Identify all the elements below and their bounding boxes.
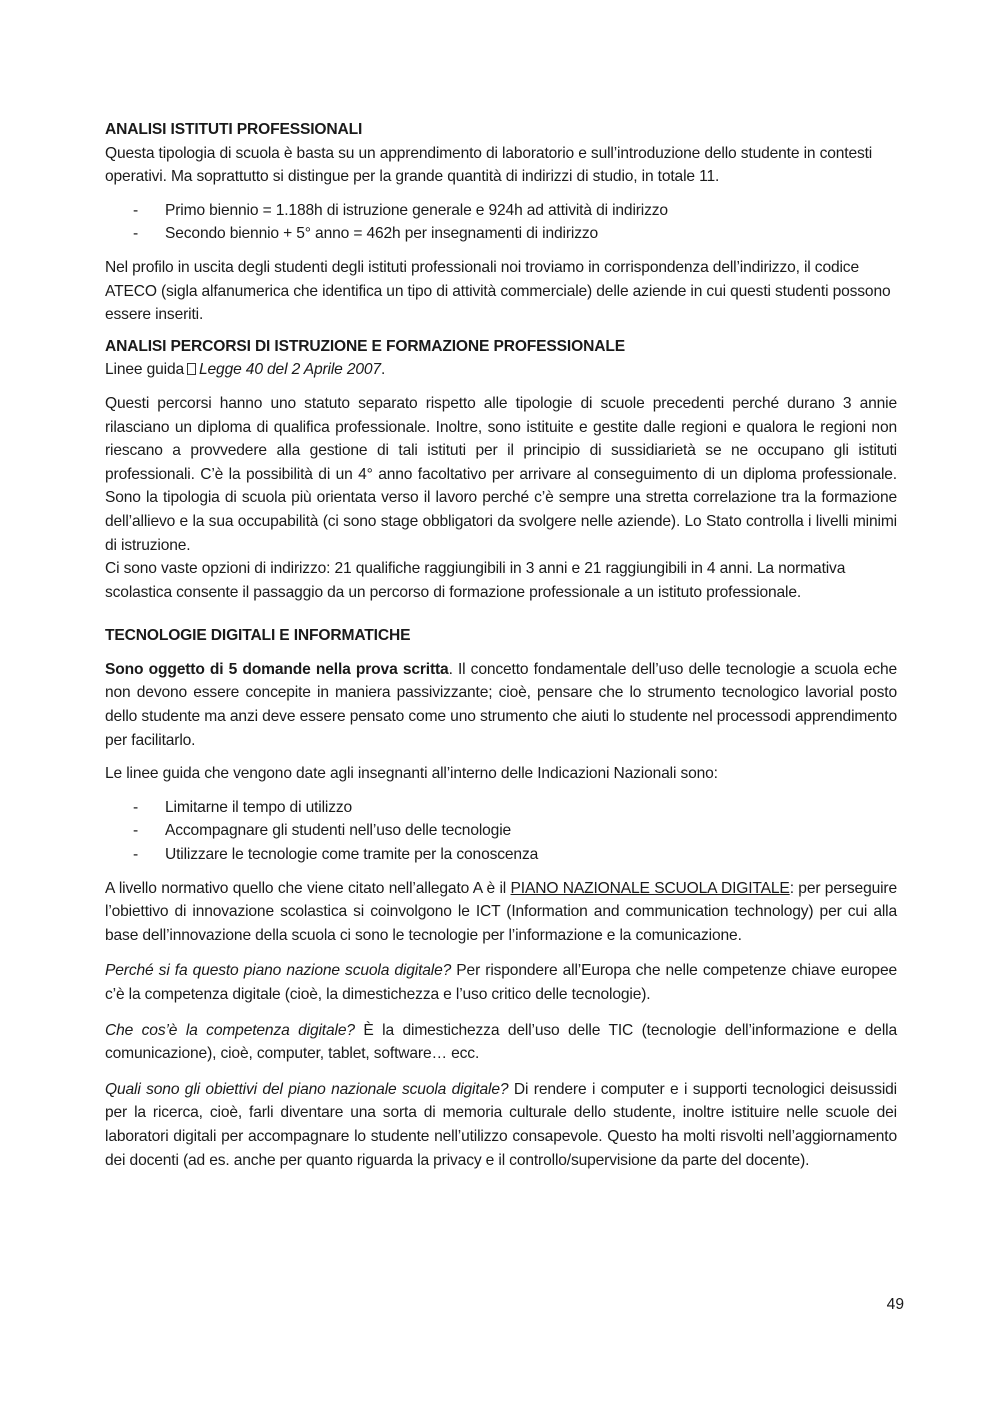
- tecnologie-qa-3: [105, 1078, 897, 1172]
- bullet-dash: -: [133, 822, 139, 840]
- guide-suffix: .: [380, 361, 386, 379]
- section-heading-istituti: ANALISI ISTITUTI PROFESSIONALI: [105, 121, 363, 138]
- question-text: Che cos’è la competenza digitale?: [105, 1021, 355, 1039]
- percorsi-options-paragraph: Ci sono vaste opzioni di indirizzo: 21 qualifiche raggiungibili in 3 anni e 21 raggiungibili in 4 anni. La normativa scolastica consente il passaggio da un percorso di formazione professionale a un istituto professionale.: [105, 560, 846, 601]
- tecnologie-bullet-list: [105, 796, 897, 867]
- norm-rest: : per perseguire l’obiettivo di innovazione scolastica si coinvolgono le ICT (Information and communication technology) per cui alla base dell’innovazione della scuola ci sono le tecnologie per l’informazione e la comunicazione.: [105, 879, 897, 944]
- question-text: Perché si fa questo piano nazione scuola digitale?: [105, 962, 452, 980]
- guide-prefix: Linee guida: [105, 361, 184, 379]
- list-item: [105, 843, 897, 867]
- percorsi-guide-line: [105, 358, 897, 382]
- norm-prefix: A livello normativo quello che viene citato nell’allegato A è il: [105, 879, 511, 897]
- tecnologie-norm-paragraph: [105, 877, 897, 948]
- list-item-text: Utilizzare le tecnologie come tramite per la conoscenza: [165, 846, 539, 864]
- piano-nazionale-link: PIANO NAZIONALE SCUOLA DIGITALE: [510, 879, 790, 897]
- document-page: [105, 118, 897, 1172]
- bullet-dash: -: [133, 846, 139, 864]
- tecnologie-qa-1: [105, 959, 897, 1006]
- guide-law: Legge 40 del 2 Aprile 2007: [199, 361, 381, 379]
- tecnologie-intro-rest: . Il concetto fondamentale dell’uso delle tecnologie a scuola eche non devono essere concepite in maniera passivizzante; cioè, pensare che lo strumento tecnologico lavorial posto dello studente ma anzi deve essere pensato come uno strumento che aiuti lo studente nel processodi apprendimento per facilitarlo.: [105, 660, 898, 749]
- istituti-bullet-list: [105, 199, 897, 246]
- tecnologie-guidelines-intro: Le linee guida che vengono date agli insegnanti all’interno delle Indicazioni Nazionali sono:: [105, 765, 718, 783]
- list-item-text: Primo biennio = 1.188h di istruzione generale e 924h ad attività di indirizzo: [165, 201, 668, 219]
- list-item-text: Limitarne il tempo di utilizzo: [165, 798, 353, 816]
- list-item-text: Accompagnare gli studenti nell’uso delle tecnologie: [165, 822, 512, 840]
- question-text: Quali sono gli obiettivi del piano nazionale scuola digitale?: [105, 1080, 509, 1098]
- bullet-dash: -: [133, 201, 139, 219]
- missing-glyph-icon: [187, 363, 196, 375]
- istituti-profile-paragraph: Nel profilo in uscita degli studenti degli istituti professionali noi troviamo in corrispondenza dell’indirizzo, il codice ATECO (sigla alfanumerica che identifica un tipo di attività commerciale) delle aziende in cui questi studenti possono essere inseriti.: [105, 258, 891, 324]
- page-number: 49: [886, 1296, 904, 1313]
- tecnologie-qa-2: [105, 1019, 897, 1066]
- bullet-dash: -: [133, 798, 139, 816]
- tecnologie-intro-bold: Sono oggetto di 5 domande nella prova scritta: [105, 660, 449, 678]
- list-item-text: Secondo biennio + 5° anno = 462h per insegnamenti di indirizzo: [165, 225, 599, 243]
- list-item: [105, 819, 897, 843]
- answer-text: È la dimestichezza dell’uso delle TIC (tecnologie dell’informazione e della comunicazione), cioè, computer, tablet, software… ecc.: [105, 1021, 897, 1063]
- list-item: [105, 796, 897, 820]
- section-heading-percorsi: ANALISI PERCORSI DI ISTRUZIONE E FORMAZIONE PROFESSIONALE: [105, 337, 625, 355]
- list-item: [105, 222, 897, 246]
- percorsi-body-paragraph: Questi percorsi hanno uno statuto separato rispetto alle tipologie di scuole precedenti perché durano 3 annie rilasciano un diploma di qualifica professionale. Inoltre, sono istituite e gestite dalle regioni e qualora le regioni non riescano a provvedere alla gestione di tali istituti per il principio di sussidiarietà se ne occupano gli istituti professionali. C’è la possibilità di un 4° anno facoltativo per arrivare al conseguimento di un diploma professionale. Sono la tipologia di scuola più orientata verso il lavoro perché c’è sempre una stretta correlazione tra la formazione dell’allievo e la sua occupabilità (ci sono stage obbligatori da svolgere nelle aziende). Lo Stato controlla i livelli minimi di istruzione.: [105, 394, 897, 554]
- istituti-intro: Questa tipologia di scuola è basta su un apprendimento di laboratorio e sull’introduzione dello studente in contesti operativi. Ma soprattutto si distingue per la grande quantità di indirizzi di studio, in totale 11.: [105, 144, 873, 186]
- list-item: [105, 199, 897, 223]
- answer-text: Per rispondere all’Europa che nelle competenze chiave europee c’è la competenza digitale (cioè, la dimestichezza e l’uso critico delle tecnologie).: [105, 962, 897, 1003]
- bullet-dash: -: [133, 225, 139, 243]
- tecnologie-intro-paragraph: [105, 658, 897, 752]
- answer-text: Di rendere i computer e i supporti tecnologici deisussidi per la ricerca, cioè, farli diventare una sorta di memoria culturale dello studente, inoltre istituire nelle scuole dei laboratori digitali per accompagnare lo studente nell’utilizzo consapevole. Questo ha molti risvolti nell’aggiornamento dei docenti (ad es. anche per quanto riguarda la privacy e il controllo/supervisione da parte del docente).: [105, 1080, 897, 1169]
- section-heading-tecnologie: TECNOLOGIE DIGITALI E INFORMATICHE: [105, 627, 411, 645]
